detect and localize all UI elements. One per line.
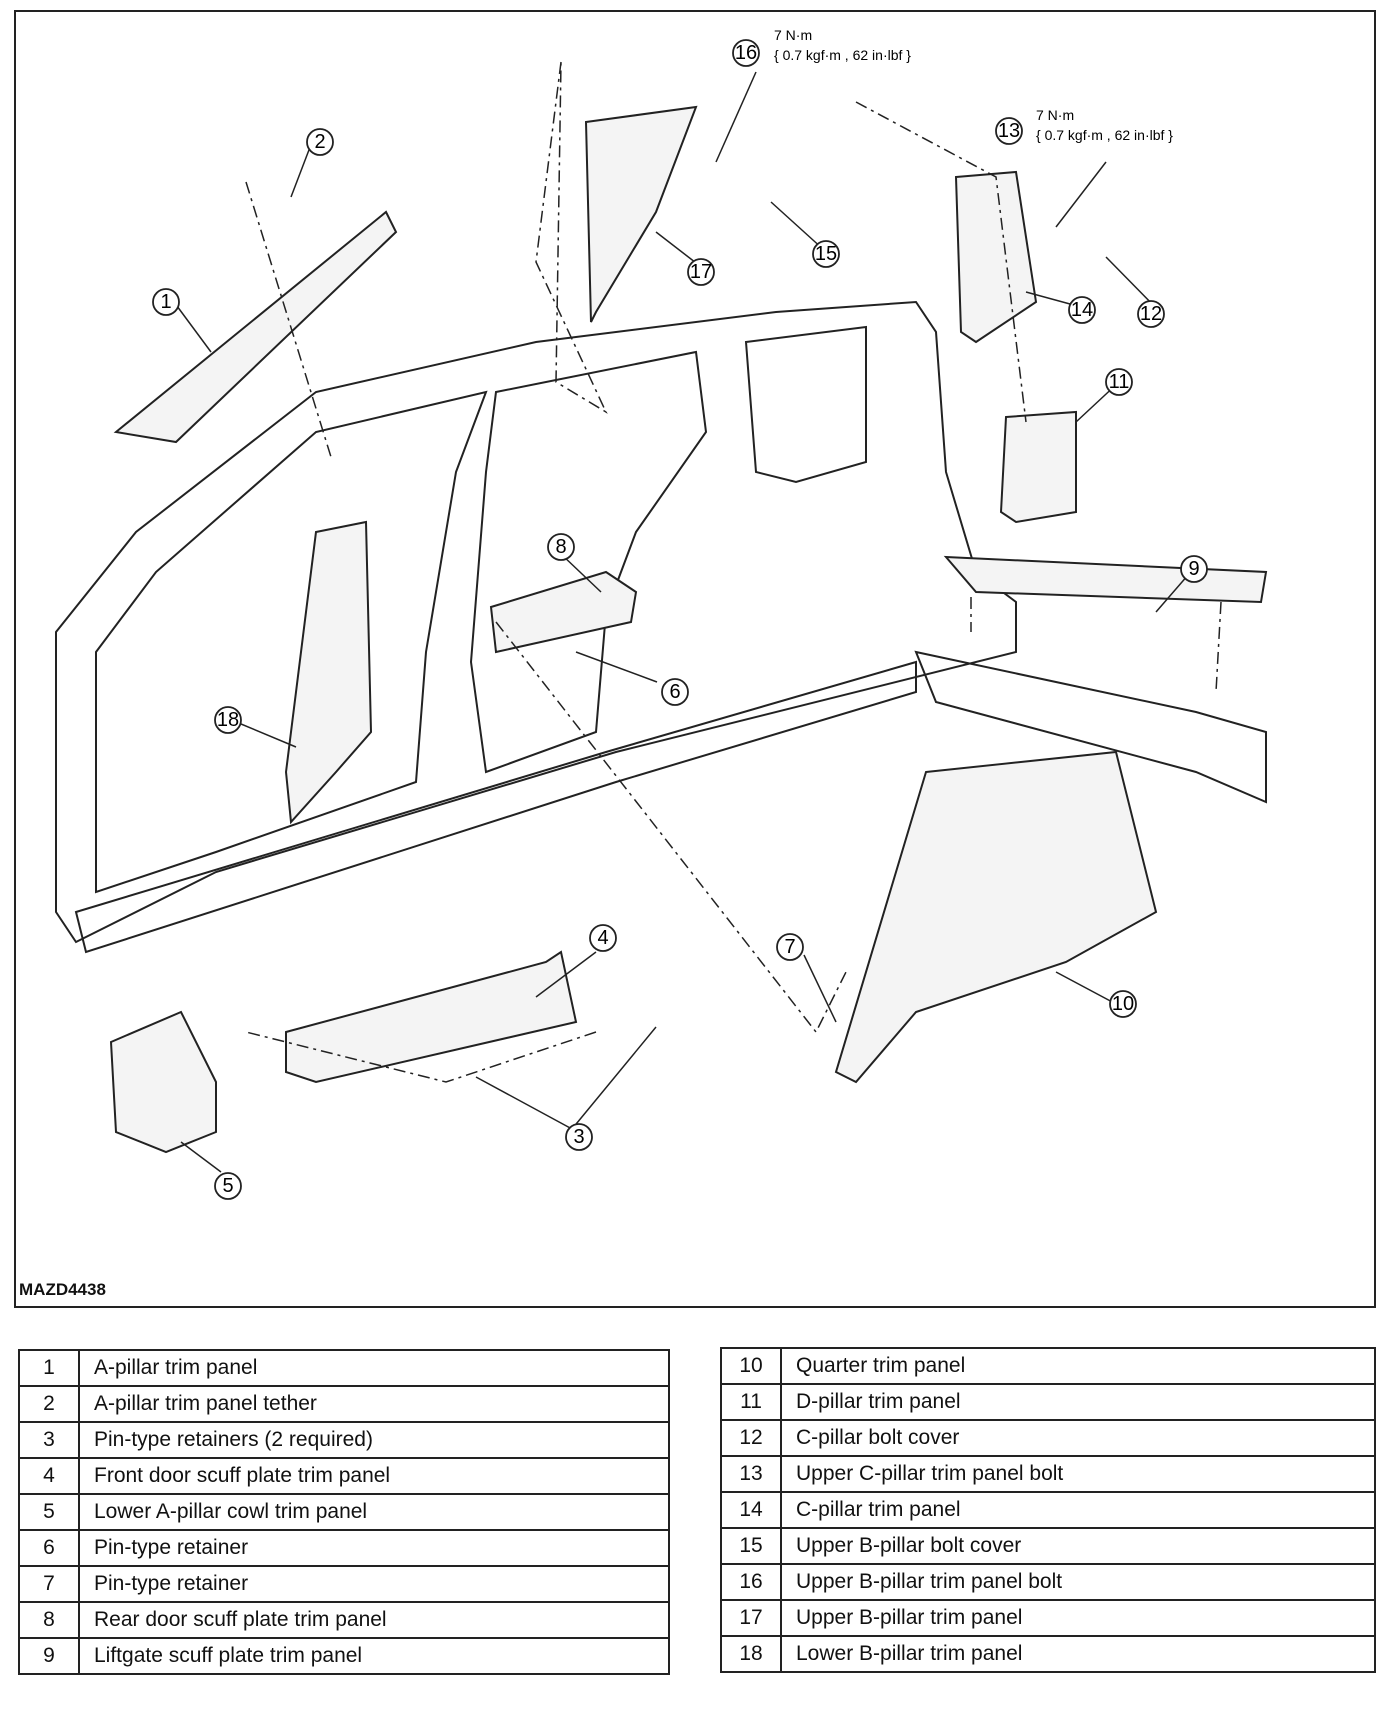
torque-13-line1: 7 N·m (1036, 107, 1075, 123)
legend-label: A-pillar trim panel tether (79, 1386, 669, 1422)
legend-row (19, 1422, 669, 1458)
legend-label: Lower B-pillar trim panel (781, 1636, 1375, 1672)
callout-7: 7 (784, 936, 796, 958)
legend-label: Upper B-pillar trim panel (781, 1600, 1375, 1636)
callout-9: 9 (1188, 558, 1200, 580)
callout-6: 6 (669, 681, 681, 703)
part-10-quarter-trim (836, 752, 1156, 1082)
legend-row (721, 1564, 1375, 1600)
legend-number: 12 (721, 1420, 781, 1456)
legend-label: Rear door scuff plate trim panel (79, 1602, 669, 1638)
part-8-rear-scuff (491, 572, 636, 652)
part-4-front-scuff (286, 952, 576, 1082)
legend-number: 5 (19, 1494, 79, 1530)
diagram-drawing (16, 12, 1378, 1310)
callout-13: 13 (997, 120, 1021, 142)
legend-number: 10 (721, 1348, 781, 1384)
legend-row (721, 1636, 1375, 1672)
legend-number: 11 (721, 1384, 781, 1420)
legend-number: 7 (19, 1566, 79, 1602)
legend-row (19, 1638, 669, 1674)
legend-number: 4 (19, 1458, 79, 1494)
callout-14: 14 (1070, 299, 1094, 321)
legend-row (721, 1456, 1375, 1492)
legend-number: 8 (19, 1602, 79, 1638)
legend-number: 13 (721, 1456, 781, 1492)
legend-row (721, 1384, 1375, 1420)
legend-row (721, 1528, 1375, 1564)
callout-15: 15 (814, 243, 838, 265)
exploded-diagram (14, 10, 1376, 1308)
part-5-lower-a-cowl (111, 1012, 216, 1152)
legend-label: Lower A-pillar cowl trim panel (79, 1494, 669, 1530)
legend-number: 6 (19, 1530, 79, 1566)
figure-code: MAZD4438 (19, 1280, 106, 1299)
legend-number: 9 (19, 1638, 79, 1674)
callout-17: 17 (689, 261, 713, 283)
callout-8: 8 (555, 536, 567, 558)
legend-number: 3 (19, 1422, 79, 1458)
legend-label: Front door scuff plate trim panel (79, 1458, 669, 1494)
part-17-upper-b-pillar (586, 107, 696, 322)
torque-13-line2: { 0.7 kgf·m , 62 in·lbf } (1036, 127, 1173, 143)
rear-door-opening (471, 352, 706, 772)
legend-row (19, 1458, 669, 1494)
part-14-c-pillar (956, 172, 1036, 342)
legend-row (19, 1350, 669, 1386)
legend-label: Quarter trim panel (781, 1348, 1375, 1384)
legend-label: Liftgate scuff plate trim panel (79, 1638, 669, 1674)
legend-label: C-pillar bolt cover (781, 1420, 1375, 1456)
legend-label: Pin-type retainer (79, 1530, 669, 1566)
callout-18: 18 (216, 709, 240, 731)
legend-row (19, 1602, 669, 1638)
callout-1: 1 (160, 291, 172, 313)
callout-10: 10 (1111, 993, 1135, 1015)
legend-number: 16 (721, 1564, 781, 1600)
part-11-d-pillar (1001, 412, 1076, 522)
legend-number: 14 (721, 1492, 781, 1528)
callout-16: 16 (734, 42, 758, 64)
legend-row (721, 1348, 1375, 1384)
legend-number: 18 (721, 1636, 781, 1672)
callout-2: 2 (314, 131, 326, 153)
legend-label: Pin-type retainer (79, 1566, 669, 1602)
legend-row (19, 1386, 669, 1422)
legend-row (721, 1420, 1375, 1456)
torque-16-line2: { 0.7 kgf·m , 62 in·lbf } (774, 47, 911, 63)
legend-label: Upper C-pillar trim panel bolt (781, 1456, 1375, 1492)
legend-row (19, 1494, 669, 1530)
legend-label: Pin-type retainers (2 required) (79, 1422, 669, 1458)
legend-table-right (720, 1347, 1376, 1673)
legend-row (721, 1492, 1375, 1528)
legend-label: C-pillar trim panel (781, 1492, 1375, 1528)
legend-label: A-pillar trim panel (79, 1350, 669, 1386)
callout-12: 12 (1139, 303, 1163, 325)
legend-label: Upper B-pillar bolt cover (781, 1528, 1375, 1564)
quarter-window-opening (746, 327, 866, 482)
legend-label: D-pillar trim panel (781, 1384, 1375, 1420)
part-9-liftgate-scuff (946, 557, 1266, 602)
legend-row (721, 1600, 1375, 1636)
callout-4: 4 (597, 927, 609, 949)
legend-row (19, 1530, 669, 1566)
rocker-panel (76, 662, 916, 952)
legend-number: 2 (19, 1386, 79, 1422)
callout-11: 11 (1108, 371, 1130, 393)
legend-number: 15 (721, 1528, 781, 1564)
legend-number: 17 (721, 1600, 781, 1636)
legend-row (19, 1566, 669, 1602)
legend-label: Upper B-pillar trim panel bolt (781, 1564, 1375, 1600)
part-1-a-pillar-trim (116, 212, 396, 442)
part-18-lower-b-pillar (286, 522, 371, 822)
callout-3: 3 (573, 1126, 585, 1148)
torque-16-line1: 7 N·m (774, 27, 813, 43)
legend-table-left (18, 1349, 670, 1675)
callout-5: 5 (222, 1175, 234, 1197)
legend-number: 1 (19, 1350, 79, 1386)
